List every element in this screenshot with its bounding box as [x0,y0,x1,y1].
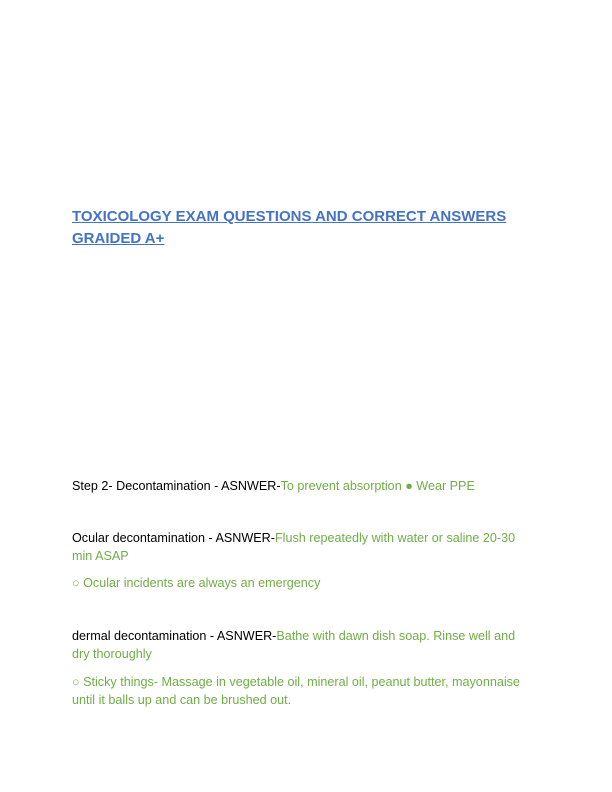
answer-note: ○ Ocular incidents are always an emergency [72,576,321,590]
answer-text: To prevent absorption ● Wear PPE [280,479,475,493]
qa-entry [72,477,534,495]
question-text: dermal decontamination - ASNWER- [72,629,277,643]
page-title: TOXICOLOGY EXAM QUESTIONS AND CORRECT ANSWERS GRAIDED A+ [72,208,507,247]
answer-text: Bathe with dawn dish soap. Rinse well and dry thoroughly [72,629,516,661]
qa-entry [72,529,534,565]
answer-text: Flush repeatedly with water or saline 20-30 min ASAP [72,531,516,563]
question-text: Step 2- Decontamination - ASNWER- [72,479,281,493]
qa-entry [72,627,534,663]
question-text: Ocular decontamination - ASNWER- [72,531,275,545]
answer-note: ○ Sticky things- Massage in vegetable oil, mineral oil, peanut butter, mayonnaise until it balls up and can be brushed out. [72,675,520,707]
